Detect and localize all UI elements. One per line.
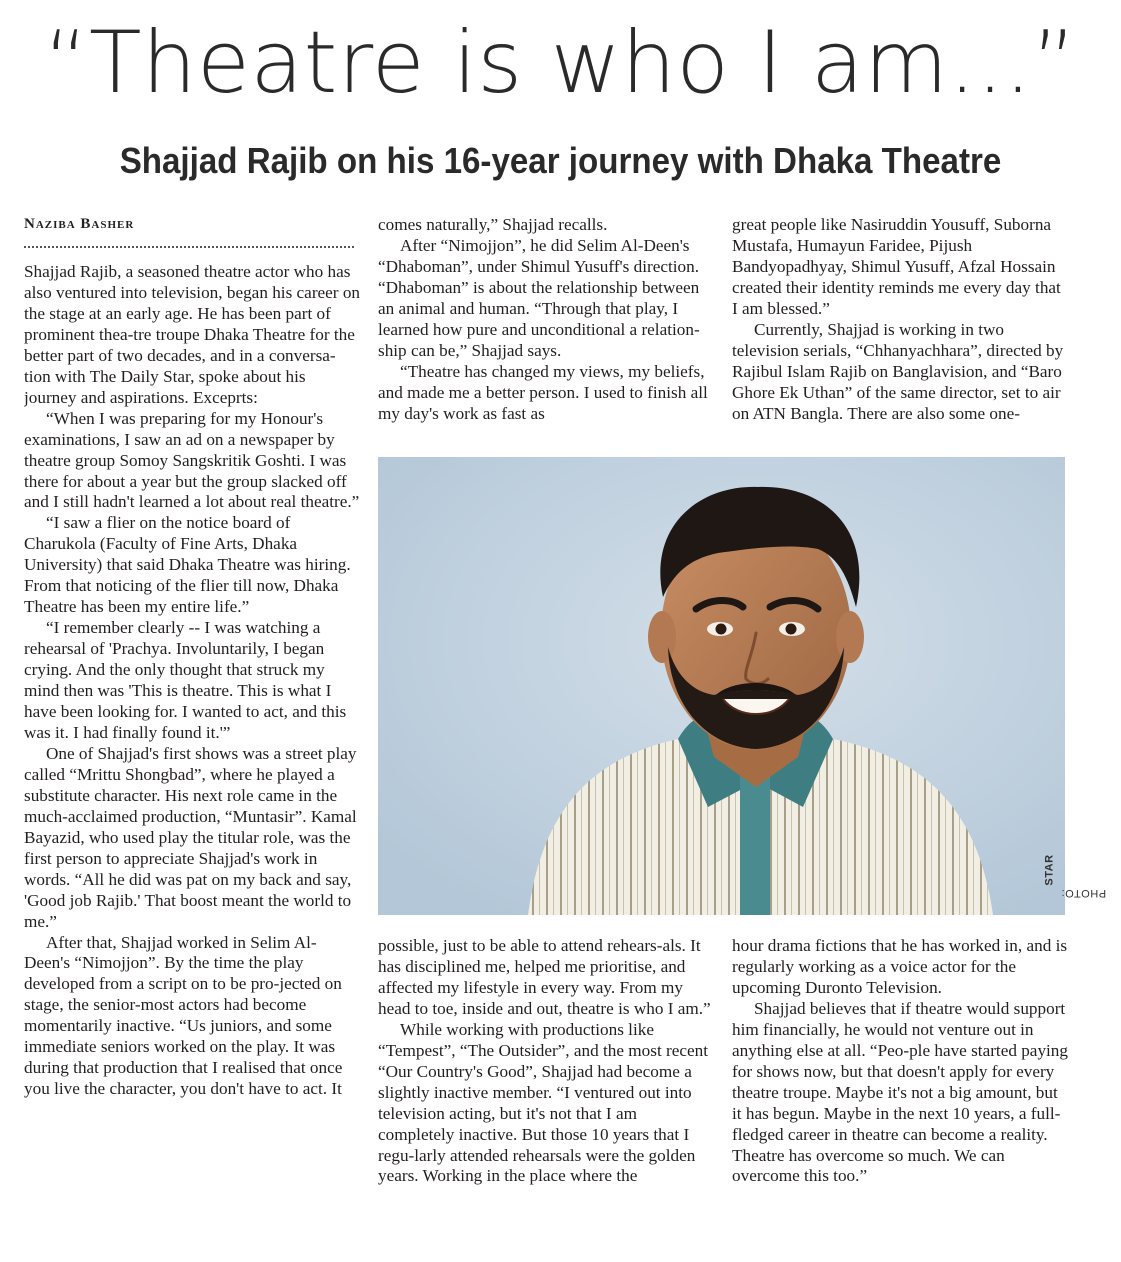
byline-divider	[24, 246, 354, 248]
paragraph: One of Shajjad's first shows was a street play called “Mrittu Shongbad”, where he played a substitute character. His next role came in the much-acclaimed production, “Muntasir”. Kamal Bayazid, who used play the titular role, was the first person to appreciate Shajjad's work in words. “All he did was pat on my back and say, 'Good job Rajib.' That boost meant the world to me.”	[24, 743, 357, 931]
portrait-photo	[378, 457, 1065, 915]
paragraph: Shajjad believes that if theatre would support him financially, he would not venture out in anything else at all. “Peo-ple have started paying for shows now, but that doesn't apply for every theatre troupe. Maybe it's not a big amount, but it has begun. Maybe in the next 10 years, a full-fledged career in theatre can become a reality. Theatre has overcome so much. We can overcome this too.”	[732, 998, 1068, 1186]
paragraph: Currently, Shajjad is working in two television serials, “Chhanyachhara”, directed by Rajibul Islam Rajib on Banglavision, and “Baro Ghore Ek Uthan” of the same director, set to air on ATN Bangla. There are also some one-	[732, 319, 1064, 423]
paragraph: great people like Nasiruddin Yousuff, Suborna Mustafa, Humayun Faridee, Pijush Bandyopadhyay, Shimul Yusuff, Afzal Hossain created their identity reminds me every day that I am blessed.”	[732, 215, 1061, 318]
article-column-2-bottom	[378, 936, 712, 1234]
paragraph: After “Nimojjon”, he did Selim Al-Deen's “Dhaboman”, under Shimul Yusuff's direction. “Dhaboman” is about the relationship between an animal and human. “Through that play, I learned how pure and unconditional a relation-ship can be,” Shajjad says.	[378, 235, 700, 360]
paragraph: While working with productions like “Tempest”, “The Outsider”, and the most recent “Our Country's Good”, Shajjad had become a slightly inactive member. “I ventured out into television acting, but it's not that I am completely inactive. But those 10 years that I regu-larly attended rehearsals were the golden years. Working in the place where the	[378, 1019, 709, 1186]
paragraph: “When I was preparing for my Honour's examinations, I saw an ad on a newspaper by theatre group Somoy Sangskritik Goshti. I was there for about a year but the group slacked off and I still hadn't learned a lot about real theatre.”	[24, 408, 360, 512]
paragraph: “Theatre has changed my views, my beliefs, and made me a better person. I used to finish all my day's work as fast as	[378, 361, 708, 423]
photo-credit	[1043, 830, 1107, 920]
photo-credit-name: STAR	[1043, 854, 1056, 886]
portrait-illustration	[378, 457, 1065, 915]
paragraph: “I remember clearly -- I was watching a rehearsal of 'Prachya. Involuntarily, I began crying. And the only thought that struck my mind then was 'This is theatre. This is what I have been looking for. I wanted to act, and this was it. I had finally found it.'”	[24, 618, 347, 742]
article-column-1	[24, 262, 360, 1234]
article-column-3-top	[732, 215, 1070, 449]
subheadline: Shajjad Rajib on his 16-year journey with Dhaka Theatre	[119, 140, 1002, 181]
headline: “Theatre is who I am...”	[43, 13, 1078, 113]
byline: Naziba Basher	[24, 216, 135, 232]
photo-credit-prefix: PHOTO:	[1061, 887, 1107, 900]
paragraph: Shajjad Rajib, a seasoned theatre actor who has also ventured into television, began his career on the stage at an early age. He has been part of prominent thea-tre troupe Dhaka Theatre for the better part of two decades, and in a conversa-tion with The Daily Star, spoke about his journey and aspirations. Exceprts:	[24, 262, 360, 407]
paragraph: comes naturally,” Shajjad recalls.	[378, 215, 608, 234]
paragraph: hour drama fictions that he has worked in, and is regularly working as a voice actor for the upcoming Duronto Television.	[732, 936, 1068, 997]
article-column-2-top	[378, 215, 712, 449]
article-column-3-bottom	[732, 936, 1070, 1234]
paragraph: After that, Shajjad worked in Selim Al-Deen's “Nimojjon”. By the time the play developed from a script on to be pro-jected on stage, the senior-most actors had become momentarily inactive. “Us juniors, and some immediate seniors worked on the play. It was during that production that I realised that once you live the character, you don't have to act. It	[24, 932, 343, 1099]
paragraph: “I saw a flier on the notice board of Charukola (Faculty of Fine Arts, Dhaka University) that said Dhaka Theatre was hiring. From that noticing of the flier till now, Dhaka Theatre has been my entire life.”	[24, 513, 351, 617]
paragraph: possible, just to be able to attend rehears-als. It has disciplined me, helped me prioritise, and affected my lifestyle in every way. From my head to toe, inside and out, theatre is who I am.”	[378, 936, 711, 1018]
